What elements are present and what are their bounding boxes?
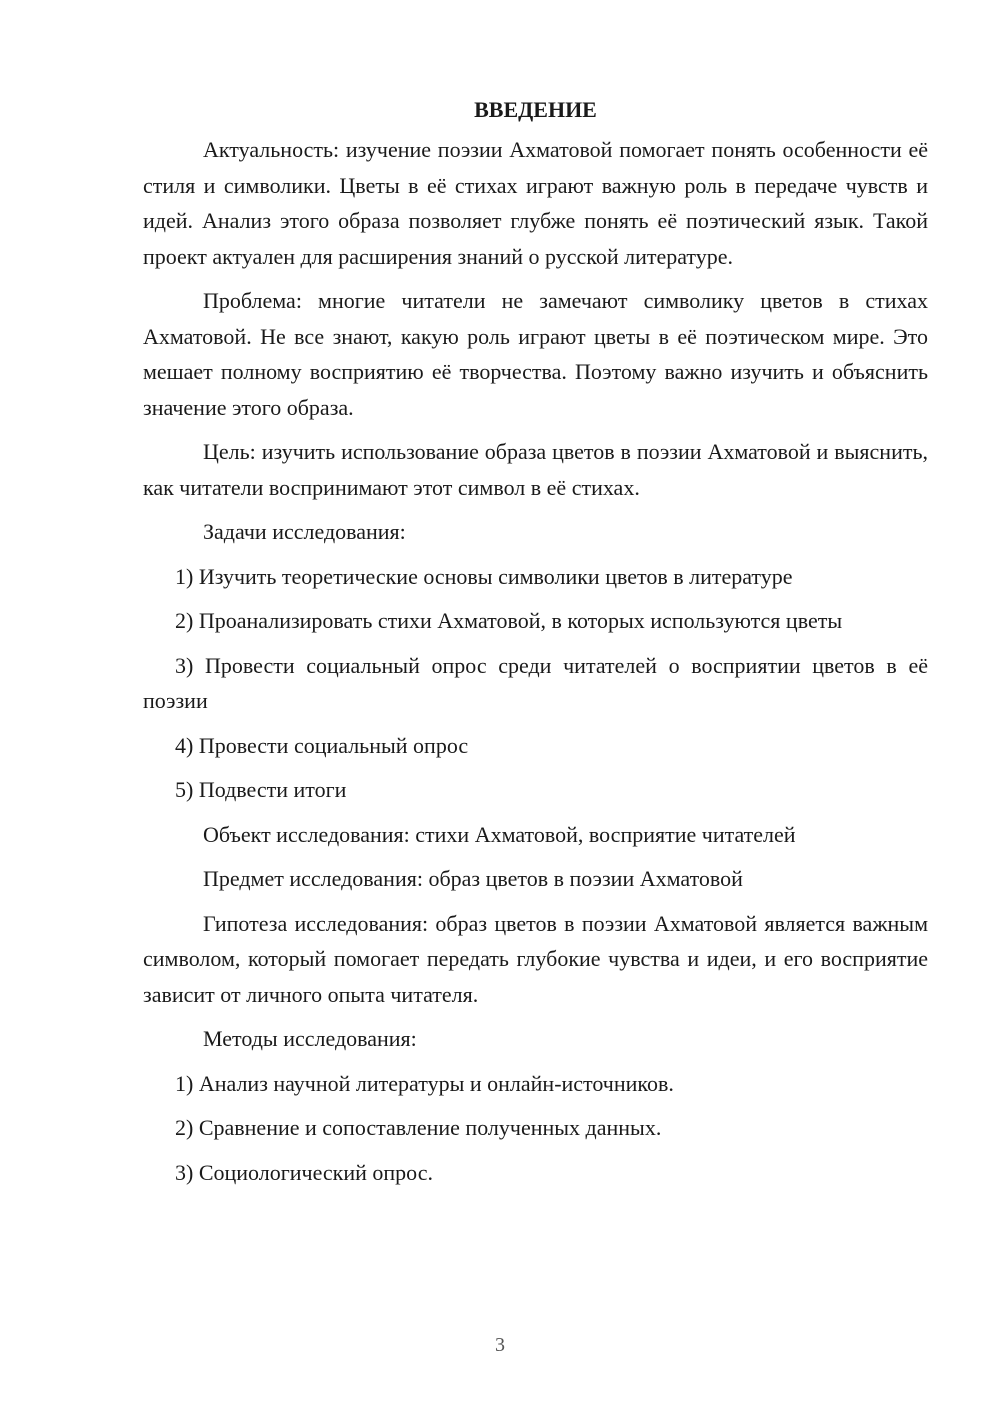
method-item: 2) Сравнение и сопоставление полученных данных.: [175, 1115, 662, 1140]
task-item: 4) Провести социальный опрос: [175, 732, 469, 758]
method-item: 3) Социологический опрос.: [175, 1159, 433, 1185]
relevance-paragraph: Актуальность: изучение поэзии Ахматовой помогает понять особенности её стиля и символики. Цветы в её стихах играют важную роль в передаче чувств и идей. Анализ этого образа позволяет глубже понять её поэтический язык. Такой проект актуален для расширения знаний о русской литературе.: [143, 137, 928, 269]
hypothesis-paragraph: Гипотеза исследования: образ цветов в поэзии Ахматовой является важным символом, который помогает передать глубокие чувства и идеи, и его восприятие зависит от личного опыта читателя.: [143, 910, 928, 1007]
page-number: 3: [495, 1334, 505, 1356]
goal-paragraph: Цель: изучить использование образа цветов в поэзии Ахматовой и выяснить, как читатели воспринимают этот символ в её стихах.: [143, 439, 928, 500]
document-page: [143, 92, 928, 1199]
research-subject: Предмет исследования: образ цветов в поэзии Ахматовой: [203, 866, 743, 891]
problem-paragraph: Проблема: многие читатели не замечают символику цветов в стихах Ахматовой. Не все знают, какую роль играют цветы в её поэтическом мире. Это мешает полному восприятию её творчества. Поэтому важно изучить и объяснить значение этого образа.: [143, 288, 928, 420]
page-title: ВВЕДЕНИЕ: [474, 97, 597, 122]
task-item: 3) Провести социальный опрос среди читателей о восприятии цветов в её поэзии: [143, 652, 928, 713]
methods-heading: Методы исследования:: [203, 1026, 417, 1051]
research-object: Объект исследования: стихи Ахматовой, восприятие читателей: [203, 821, 796, 847]
method-item: 1) Анализ научной литературы и онлайн-источников.: [175, 1070, 674, 1096]
tasks-heading: Задачи исследования:: [203, 519, 406, 544]
task-item: 1) Изучить теоретические основы символики цветов в литературе: [175, 563, 793, 589]
task-item: 5) Подвести итоги: [175, 777, 347, 802]
task-item: 2) Проанализировать стихи Ахматовой, в которых используются цветы: [175, 608, 843, 633]
